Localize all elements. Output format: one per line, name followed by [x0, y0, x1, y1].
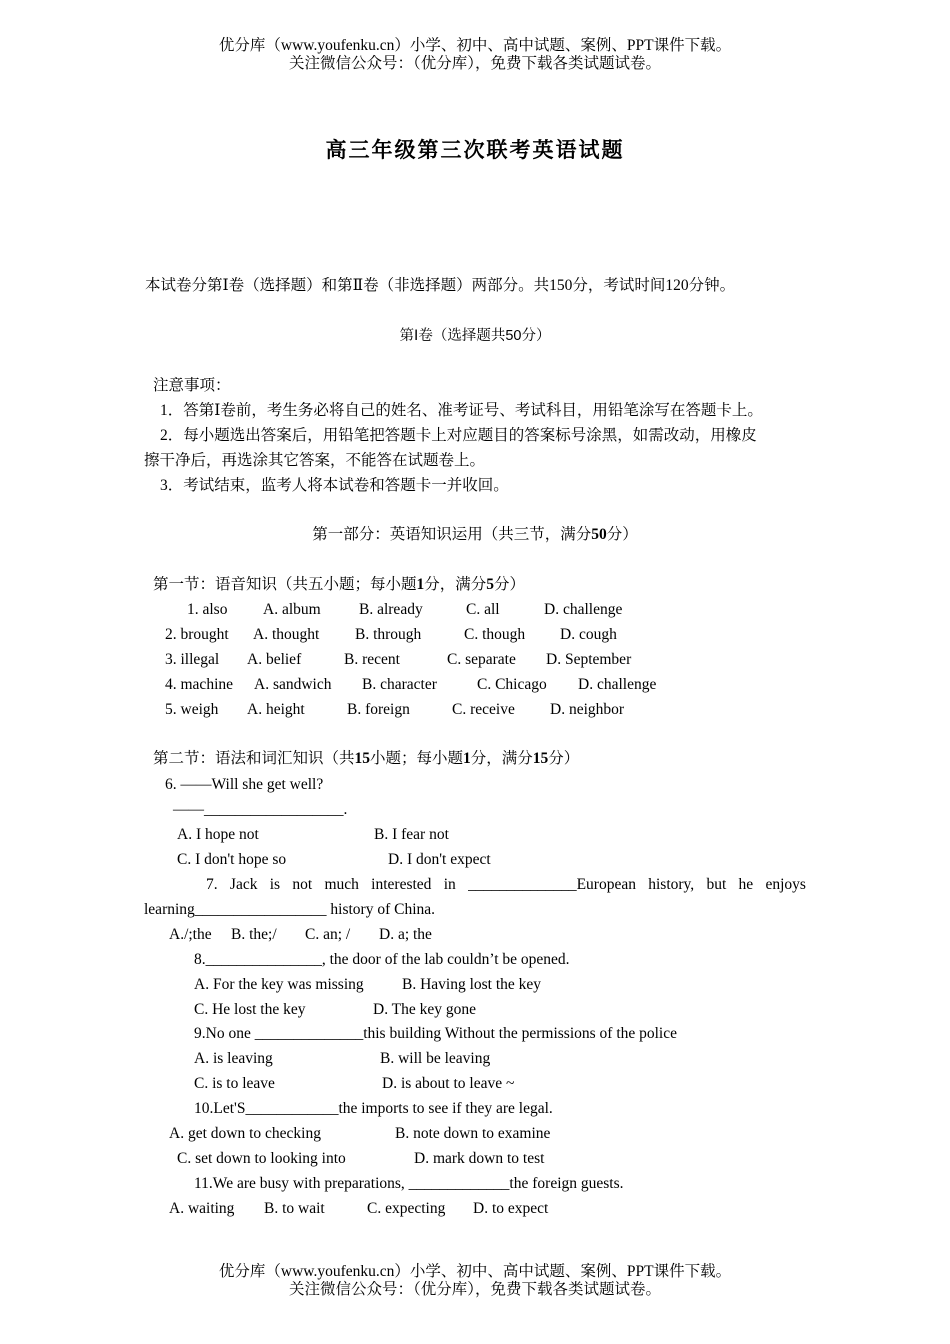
question-6-stem: 6. ——Will she get well? — [165, 776, 324, 793]
question-6-option-c: C. I don't hope so — [177, 851, 287, 868]
question-1-option-a: A. album — [263, 601, 321, 618]
question-2-option-c: C. though — [464, 626, 526, 643]
question-5-option-c: C. receive — [452, 701, 515, 718]
question-11-option-c: C. expecting — [367, 1200, 446, 1217]
question-7-stem-continued: learning_________________ history of China. — [144, 901, 436, 918]
question-2-option-d: D. cough — [560, 626, 617, 643]
question-11-stem: 11.We are busy with preparations, _____________the foreign guests. — [194, 1175, 624, 1192]
question-5-option-b: B. foreign — [347, 701, 410, 718]
question-10-option-b: B. note down to examine — [395, 1125, 551, 1142]
question-7-option-c: C. an; / — [305, 926, 351, 943]
page-title: 高三年级第三次联考英语试题 — [325, 138, 625, 162]
question-7-word: ______________European — [468, 876, 636, 893]
question-9-option-c: C. is to leave — [194, 1075, 275, 1092]
question-4-option-d: D. challenge — [578, 676, 657, 693]
question-1-stem: 1. also — [187, 601, 228, 618]
question-11-option-d: D. to expect — [473, 1200, 549, 1217]
section-1-heading: 第一节：语音知识（共五小题；每小题1分，满分5分） — [153, 576, 526, 593]
question-4-option-c: C. Chicago — [477, 676, 547, 693]
exam-intro: 本试卷分第Ⅰ卷（选择题）和第Ⅱ卷（非选择题）两部分。共150分，考试时间120分钟。 — [145, 277, 736, 294]
question-7-word: 7. — [206, 876, 218, 893]
question-6-option-d: D. I don't expect — [388, 851, 491, 868]
question-3-option-c: C. separate — [447, 651, 516, 668]
notes-heading: 注意事项： — [153, 377, 231, 394]
question-9-stem: 9.No one ______________this building Without the permissions of the police — [194, 1025, 677, 1042]
question-11-option-b: B. to wait — [264, 1200, 325, 1217]
question-7-word: much — [324, 876, 359, 893]
question-1-option-b: B. already — [359, 601, 423, 618]
question-5-option-a: A. height — [247, 701, 305, 718]
question-10-option-a: A. get down to checking — [169, 1125, 321, 1142]
question-8-option-b: B. Having lost the key — [402, 976, 542, 993]
question-7-option-d: D. a; the — [379, 926, 432, 943]
question-7-word: but — [706, 876, 727, 893]
question-7-stem — [206, 875, 806, 895]
note-item-3: 3．考试结束，监考人将本试卷和答题卡一并收回。 — [160, 477, 509, 494]
question-6-reply: ——__________________. — [173, 801, 348, 818]
question-7-word: not — [292, 876, 313, 893]
question-2-option-a: A. thought — [253, 626, 320, 643]
footer-line-2: 关注微信公众号：（优分库），免费下载各类试题试卷。 — [288, 1281, 661, 1298]
question-3-option-d: D. September — [546, 651, 632, 668]
question-7-word: history, — [648, 876, 695, 893]
note-item-1: 1．答第Ⅰ卷前，考生务必将自己的姓名、准考证号、考试科目，用铅笔涂写在答题卡上。 — [160, 402, 763, 419]
question-8-option-a: A. For the key was missing — [194, 976, 364, 993]
question-10-option-d: D. mark down to test — [414, 1150, 545, 1167]
question-7-option-b: B. the;/ — [231, 926, 277, 943]
question-6-option-b: B. I fear not — [374, 826, 449, 843]
question-7-word: interested — [371, 876, 432, 893]
question-4-option-a: A. sandwich — [254, 676, 332, 693]
question-6-option-a: A. I hope not — [177, 826, 259, 843]
question-10-option-c: C. set down to looking into — [177, 1150, 346, 1167]
question-9-option-b: B. will be leaving — [380, 1050, 491, 1067]
question-8-stem: 8._______________, the door of the lab couldn’t be opened. — [194, 951, 570, 968]
note-item-2: 2．每小题选出答案后，用铅笔把答题卡上对应题目的答案标号涂黑，如需改动，用橡皮 — [160, 427, 757, 444]
question-4-option-b: B. character — [362, 676, 437, 693]
volume-1-heading: 第Ⅰ卷（选择题共50分） — [399, 328, 551, 344]
question-9-option-d: D. is about to leave ~ — [382, 1075, 515, 1092]
question-7-word: in — [443, 876, 456, 893]
question-10-stem: 10.Let'S____________the imports to see if they are legal. — [194, 1100, 553, 1117]
question-3-stem: 3. illegal — [165, 651, 220, 668]
question-7-word: he — [738, 876, 754, 893]
question-7-word: is — [269, 876, 281, 893]
question-7-word: Jack — [229, 876, 258, 893]
question-3-option-b: B. recent — [344, 651, 400, 668]
question-2-stem: 2. brought — [165, 626, 229, 643]
question-5-stem: 5. weigh — [165, 701, 219, 718]
note-item-2-continued: 擦干净后，再选涂其它答案，不能答在试题卷上。 — [144, 452, 486, 469]
question-2-option-b: B. through — [355, 626, 422, 643]
question-11-option-a: A. waiting — [169, 1200, 235, 1217]
section-2-heading: 第二节：语法和词汇知识（共15小题；每小题1分，满分15分） — [153, 750, 580, 767]
header-line-2: 关注微信公众号：（优分库），免费下载各类试题试卷。 — [288, 55, 661, 72]
footer-line-1: 优分库（www.youfenku.cn）小学、初中、高中试题、案例、PPT课件下载。 — [218, 1263, 732, 1280]
question-7-word: enjoys — [765, 876, 806, 893]
question-1-option-d: D. challenge — [544, 601, 623, 618]
question-5-option-d: D. neighbor — [550, 701, 625, 718]
part-1-heading: 第一部分：英语知识运用（共三节，满分50分） — [312, 526, 638, 543]
question-1-option-c: C. all — [466, 601, 500, 618]
question-8-option-d: D. The key gone — [373, 1001, 477, 1018]
question-3-option-a: A. belief — [247, 651, 302, 668]
question-9-option-a: A. is leaving — [194, 1050, 273, 1067]
question-4-stem: 4. machine — [165, 676, 234, 693]
question-7-option-a: A./;the — [169, 926, 212, 943]
question-8-option-c: C. He lost the key — [194, 1001, 306, 1018]
header-line-1: 优分库（www.youfenku.cn）小学、初中、高中试题、案例、PPT课件下载。 — [218, 37, 732, 54]
